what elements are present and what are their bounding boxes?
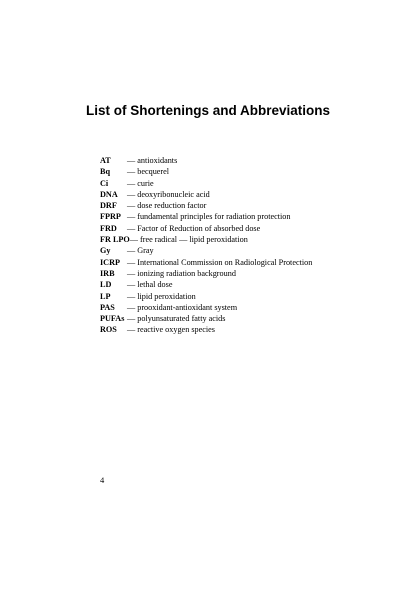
abbreviation-definition: — antioxidants — [127, 156, 178, 165]
abbreviation-entry — [100, 245, 312, 256]
abbreviation-entry — [100, 302, 312, 313]
abbreviation-term: Gy — [100, 246, 111, 256]
abbreviation-term: IRB — [100, 268, 115, 278]
abbreviation-entry — [100, 200, 312, 211]
abbreviation-term: Ci — [100, 178, 109, 188]
abbreviation-term: LP — [100, 291, 111, 301]
abbreviation-definition: — prooxidant-antioxidant system — [127, 302, 238, 312]
abbreviation-definition: — ionizing radiation background — [127, 268, 236, 278]
abbreviation-term: FRD — [100, 223, 117, 233]
abbreviation-entry — [100, 211, 312, 222]
abbreviation-definition: — lethal dose — [127, 280, 173, 290]
abbreviation-definition: — free radical — lipid peroxidation — [129, 235, 248, 245]
abbreviation-list — [100, 155, 312, 336]
abbreviation-definition: — reactive oxygen species — [127, 325, 215, 335]
abbreviation-term: LD — [100, 280, 112, 290]
abbreviation-entry — [100, 234, 312, 245]
abbreviation-definition: — dose reduction factor — [127, 201, 207, 211]
abbreviation-entry — [100, 268, 312, 279]
abbreviation-entry — [100, 166, 312, 177]
abbreviation-term: ICRP — [100, 257, 121, 267]
abbreviation-definition: — polyunsaturated fatty acids — [127, 314, 226, 324]
abbreviation-definition: — fundamental principles for radiation protection — [127, 212, 291, 222]
abbreviation-term: AT — [100, 156, 111, 165]
abbreviation-term: DRF — [100, 201, 117, 211]
abbreviation-definition: — Gray — [127, 246, 154, 256]
abbreviation-definition: — becquerel — [127, 167, 170, 177]
abbreviation-entry — [100, 178, 312, 189]
page-number: 4 — [100, 475, 105, 485]
abbreviation-term: FR LPO — [100, 235, 130, 245]
abbreviation-term: Bq — [100, 167, 111, 177]
abbreviation-definition: — International Commission on Radiological Protection — [127, 257, 313, 267]
abbreviation-entry — [100, 257, 312, 268]
abbreviation-entry — [100, 223, 312, 234]
abbreviation-term: FPRP — [100, 212, 121, 222]
abbreviation-term: ROS — [100, 325, 117, 335]
abbreviation-definition: — lipid peroxidation — [127, 291, 196, 301]
page-title: List of Shortenings and Abbreviations — [85, 103, 330, 118]
abbreviation-definition: — Factor of Reduction of absorbed dose — [127, 223, 261, 233]
abbreviation-entry — [100, 189, 312, 200]
abbreviation-entry — [100, 313, 312, 324]
abbreviation-entry — [100, 279, 312, 290]
abbreviation-term: PAS — [100, 302, 115, 312]
abbreviation-entry — [100, 324, 312, 335]
abbreviation-term: PUFAs — [100, 314, 125, 324]
abbreviation-entry — [100, 155, 312, 166]
abbreviation-entry — [100, 291, 312, 302]
abbreviation-definition: — curie — [127, 178, 154, 188]
abbreviation-definition: — deoxyribonucleic acid — [127, 189, 210, 199]
abbreviation-term: DNA — [100, 189, 118, 199]
